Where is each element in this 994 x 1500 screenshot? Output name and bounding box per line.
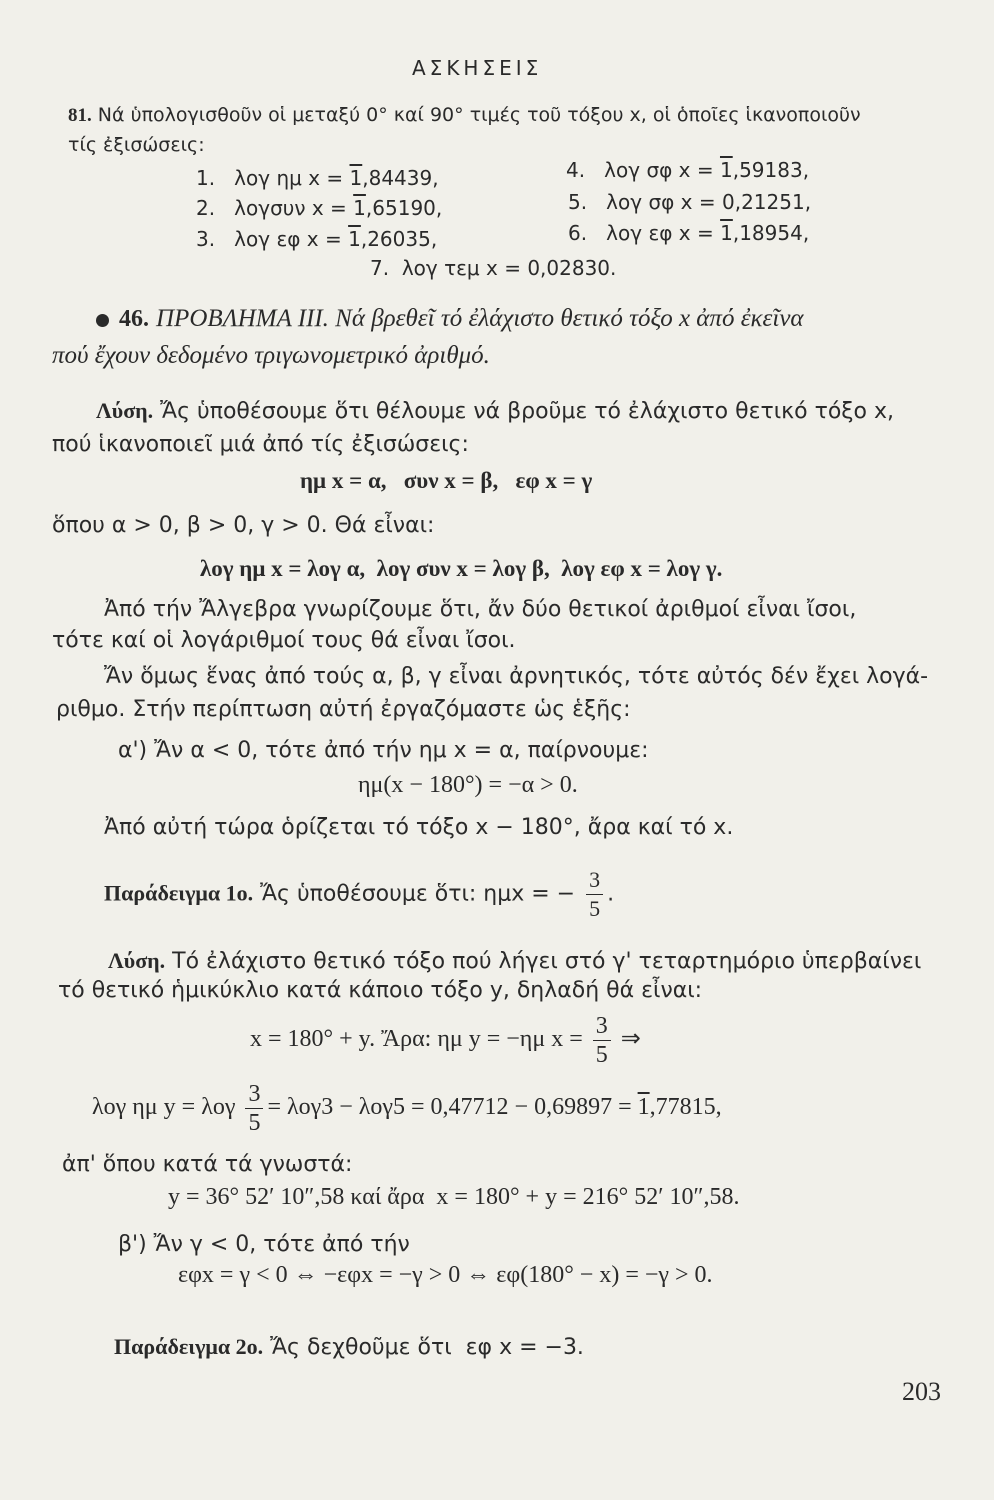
solution2-line4: β') Ἄν γ < 0, τότε ἀπό τήν xyxy=(118,1232,410,1257)
exercise-item-7 xyxy=(370,256,616,280)
solution-line7: ριθμο. Στήν περίπτωση αὐτή ἐργαζόμαστε ὡς ἑξῆς: xyxy=(56,697,631,722)
problem-heading-line2: πού ἔχουν δεδομένο τριγωνομετρικό ἀριθμό. xyxy=(52,342,490,369)
equation-tan: εφx = γ < 0 ⇔ −εφx = −γ > 0 ⇔ εφ(180° − x) = −γ > 0. xyxy=(178,1262,713,1288)
example2-line xyxy=(114,1334,584,1360)
denominator: 5 xyxy=(595,1042,608,1068)
item-number: 1. xyxy=(196,166,216,190)
item-number: 5. xyxy=(568,190,588,214)
item-lhs: λογσυν x = xyxy=(234,196,354,220)
equation-shift: ημ(x − 180°) = −α > 0. xyxy=(358,772,578,798)
eq-text: x = 180° + y. Ἄρα: ημ y = −ημ x = xyxy=(250,1026,589,1053)
exercise-item-3 xyxy=(196,227,437,251)
exercise-81-line1 xyxy=(68,104,861,127)
solution-line1 xyxy=(96,398,894,424)
solution-line8: α') Ἄν α < 0, τότε ἀπό τήν ημ x = α, παίρνουμε: xyxy=(118,738,649,763)
equation-y xyxy=(250,1012,641,1069)
eq-characteristic: 1 xyxy=(637,1094,650,1121)
item-number: 6. xyxy=(568,221,588,245)
example1-tail: . xyxy=(607,881,615,907)
bullet-icon xyxy=(96,314,109,327)
item-mantissa: ,26035, xyxy=(360,227,438,251)
item-characteristic: 1 xyxy=(720,221,733,245)
item-characteristic: 1 xyxy=(349,166,363,190)
item-number: 2. xyxy=(196,196,216,220)
solution-line2: πού ἱκανοποιεῖ μιά ἀπό τίς ἐξισώσεις: xyxy=(52,432,469,457)
fraction xyxy=(586,866,603,923)
solution-text: Ἄς ὑποθέσουμε ὅτι θέλουμε νά βροῦμε τό ἐλάχιστο θετικό τόξο x, xyxy=(153,399,895,424)
eq-mantissa: ,77815, xyxy=(649,1094,722,1121)
problem-number: 46. xyxy=(119,306,149,332)
item-lhs: λογ εφ x = xyxy=(606,221,721,245)
solution2-text: Τό ἐλάχιστο θετικό τόξο πού λήγει στό γ' τεταρτημόριο ὑπερβαίνει xyxy=(165,949,922,974)
numerator: 3 xyxy=(586,866,603,895)
solution-line5: τότε καί οἱ λογάριθμοί τους θά εἶναι ἴσοι. xyxy=(52,628,516,653)
exercise-item-6 xyxy=(568,221,809,245)
item-characteristic: 1 xyxy=(348,227,361,251)
example1-line xyxy=(104,866,614,923)
item-mantissa: ,65190, xyxy=(365,196,443,220)
item-lhs: λογ σφ x = xyxy=(604,158,720,182)
example1-text: Ἄς ὑποθέσουμε ὅτι: ημx = − xyxy=(253,881,576,907)
item-mantissa: 0,02830. xyxy=(527,256,617,280)
problem-title: ΠΡΟΒΛΗΜΑ ΙΙΙ. Νά βρεθεῖ τό ἐλάχιστο θετικό τόξο x ἀπό ἐκεῖνα xyxy=(156,305,804,332)
item-mantissa: ,18954, xyxy=(732,221,810,245)
solution2-line3: ἀπ' ὅπου κατά τά γνωστά: xyxy=(62,1152,353,1177)
item-characteristic: 1 xyxy=(353,196,366,220)
item-number: 3. xyxy=(196,227,216,251)
item-number: 7. xyxy=(370,256,390,280)
page-header-title: ΑΣΚΗΣΕΙΣ xyxy=(412,56,543,80)
solution-line9: Ἀπό αὐτή τώρα ὁρίζεται τό τόξο x − 180°, ἄρα καί τό x. xyxy=(104,815,734,840)
exercise-item-1 xyxy=(196,166,439,190)
denominator: 5 xyxy=(248,1110,261,1136)
example2-label: Παράδειγμα 2ο. xyxy=(114,1334,264,1359)
implies-icon: ⇒ xyxy=(620,1026,641,1053)
fraction xyxy=(245,1080,263,1137)
item-number: 4. xyxy=(566,158,586,182)
eq-text: λογ ημ y = λογ xyxy=(92,1094,236,1121)
equation-log: λογ ημ x = λογ α, λογ συν x = λογ β, λογ εφ x = λογ γ. xyxy=(200,556,723,581)
item-mantissa: ,59183, xyxy=(732,158,810,182)
denominator: 5 xyxy=(589,896,601,921)
solution-label: Λύση. xyxy=(96,398,154,423)
item-lhs: λογ σφ x = xyxy=(606,190,722,214)
equation-result: y = 36° 52′ 10″,58 καί ἄρα x = 180° + y = 216° 52′ 10″,58. xyxy=(168,1184,740,1210)
exercise-81-line2: τίς ἐξισώσεις: xyxy=(68,134,205,156)
solution2-line1 xyxy=(108,948,921,974)
solution2-label: Λύση. xyxy=(108,948,166,973)
exercise-item-2 xyxy=(196,196,442,220)
solution2-line2: τό θετικό ἡμικύκλιο κατά κάποιο τόξο y, δηλαδή θά εἶναι: xyxy=(58,978,703,1003)
exercise-item-4 xyxy=(566,158,809,182)
exercise-text: Νά ὑπολογισθοῦν οἱ μεταξύ 0° καί 90° τιμές τοῦ τόξου x, οἱ ὁποῖες ἱκανοποιοῦν xyxy=(97,104,861,126)
exercise-item-5 xyxy=(568,190,811,214)
example1-label: Παράδειγμα 1ο. xyxy=(104,880,254,906)
solution-line3: ὅπου α > 0, β > 0, γ > 0. Θά εἶναι: xyxy=(52,513,435,538)
solution-line6: Ἄν ὅμως ἕνας ἀπό τούς α, β, γ εἶναι ἀρνητικός, τότε αὐτός δέν ἔχει λογά- xyxy=(104,664,929,689)
solution-line4: Ἀπό τήν Ἄλγεβρα γνωρίζουμε ὅτι, ἄν δύο θετικοί ἀριθμοί εἶναι ἴσοι, xyxy=(104,597,857,622)
equation-trig: ημ x = α, συν x = β, εφ x = γ xyxy=(300,468,593,493)
numerator: 3 xyxy=(593,1012,611,1041)
problem-heading-line1 xyxy=(96,305,804,333)
exercise-number: 81. xyxy=(68,105,92,126)
numerator: 3 xyxy=(245,1080,263,1109)
eq-text: = λογ3 − λογ5 = 0,47712 − 0,69897 = xyxy=(267,1094,638,1121)
item-mantissa: 0,21251, xyxy=(721,190,812,214)
item-lhs: λογ τεμ x = xyxy=(401,256,528,280)
equation-log-y xyxy=(92,1080,722,1137)
item-lhs: λογ ημ x = xyxy=(234,166,350,190)
item-characteristic: 1 xyxy=(719,158,733,182)
page-number: 203 xyxy=(902,1377,941,1406)
example2-text: Ἄς δεχθοῦμε ὅτι εφ x = −3. xyxy=(263,1335,584,1360)
fraction xyxy=(593,1012,611,1069)
item-mantissa: ,84439, xyxy=(362,166,439,190)
item-lhs: λογ εφ x = xyxy=(234,227,349,251)
